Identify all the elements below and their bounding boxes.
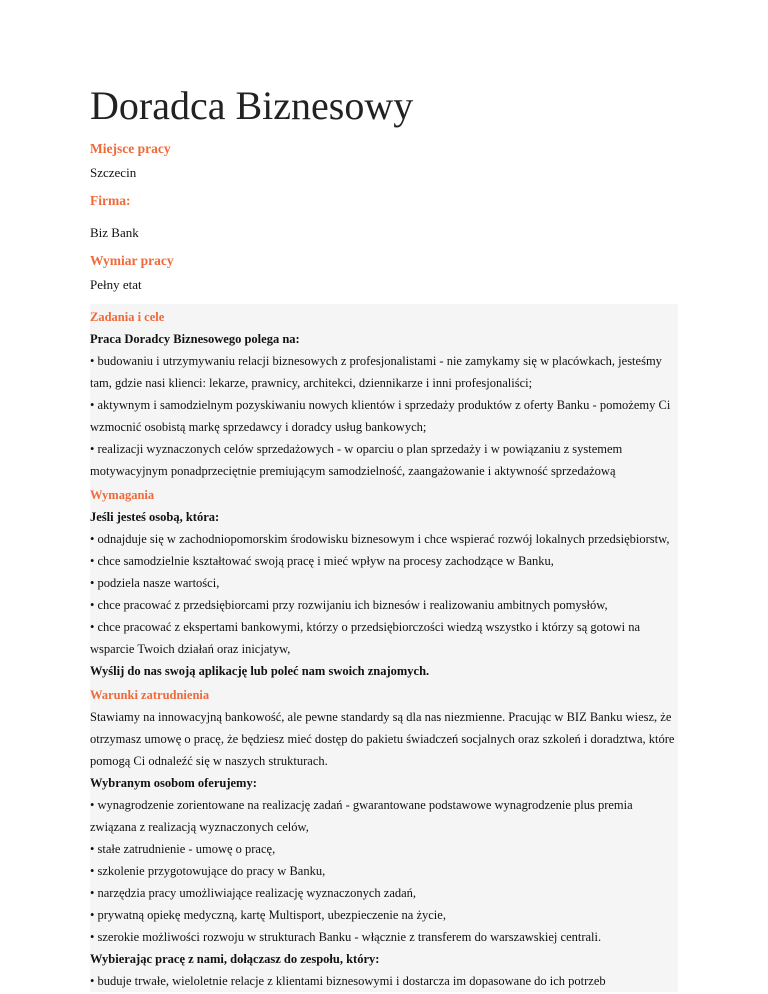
section-intro: Jeśli jesteś osobą, która: [90,510,220,524]
list-item: • aktywnym i samodzielnym pozyskiwaniu nowych klientów i sprzedaży produktów z oferty Banku - pomożemy Ci wzmocnić osobistą markę sprzedawcy i doradcy usług bankowych; [90,398,671,434]
meta-value: Pełny etat [90,277,142,292]
list-item: • chce pracować z przedsiębiorcami przy rozwijaniu ich biznesów i realizowaniu ambitnych pomysłów, [90,598,608,612]
meta-label: Wymiar pracy [90,253,174,268]
list-item: • chce samodzielnie kształtować swoją pracę i mieć wpływ na procesy zachodzące w Banku, [90,554,554,568]
section-outro: Wyślij do nas swoją aplikację lub poleć nam swoich znajomych. [90,664,430,678]
meta-value: Szczecin [90,165,137,180]
list-item: • realizacji wyznaczonych celów sprzedażowych - w oparciu o plan sprzedaży i w powiązaniu z systemem motywacyjnym ponadprzeciętnie premiującym samodzielność, zaangażowanie i aktywność sprzedażową [90,442,623,478]
section-conditions [90,682,678,992]
list-item: • odnajduje się w zachodniopomorskim środowisku biznesowym i chce wspierać rozwój lokalnych przedsiębiorstw, [90,532,670,546]
list-item: • szerokie możliwości rozwoju w strukturach Banku - włącznie z transferem do warszawskiej centrali. [90,930,602,944]
job-posting [90,82,680,992]
section-intro: Praca Doradcy Biznesowego polega na: [90,332,300,346]
section-intro: Stawiamy na innowacyjną bankowość, ale pewne standardy są dla nas niezmienne. Pracując w BIZ Banku wiesz, że otrzymasz umowę o pracę, że będziesz mieć dostęp do pakietu świadczeń socjalnych oraz szkoleń i doradztwa, które pomogą Ci odnaleźć się w naszych strukturach. [90,710,675,768]
section-title: Warunki zatrudnienia [90,688,210,702]
list-item: • narzędzia pracy umożliwiające realizację wyznaczonych zadań, [90,886,417,900]
meta-label: Firma: [90,193,131,208]
page-title: Doradca Biznesowy [90,83,414,128]
list-item: • wynagrodzenie zorientowane na realizację zadań - gwarantowane podstawowe wynagrodzenie plus premia związana z realizacją wyznaczonych celów, [90,798,633,834]
meta-worktime [90,252,680,294]
list-item: • stałe zatrudnienie - umowę o pracę, [90,842,276,856]
list-item: • prywatną opiekę medyczną, kartę Multisport, ubezpieczenie na życie, [90,908,446,922]
list-item: • budowaniu i utrzymywaniu relacji biznesowych z profesjonalistami - nie zamykamy się w placówkach, jesteśmy tam, gdzie nasi klienci: lekarze, prawnicy, architekci, dziennikarze i inni profesjonaliści; [90,354,662,390]
meta-label: Miejsce pracy [90,141,171,156]
section-title: Zadania i cele [90,310,165,324]
list-item: • chce pracować z ekspertami bankowymi, którzy o przedsiębiorczości wiedzą wszystko i którzy są gotowi na wsparcie Twoich działań oraz inicjatyw, [90,620,641,656]
meta-value: Biz Bank [90,225,139,240]
team-heading: Wybierając pracę z nami, dołączasz do zespołu, który: [90,952,380,966]
meta-company [90,192,680,242]
offer-heading: Wybranym osobom oferujemy: [90,776,257,790]
section-tasks [90,304,678,482]
list-item: • buduje trwałe, wieloletnie relacje z klientami biznesowymi i dostarcza im dopasowane do ich potrzeb [90,974,606,988]
meta-location [90,140,680,182]
section-requirements [90,482,678,682]
list-item: • szkolenie przygotowujące do pracy w Banku, [90,864,326,878]
list-item: • podziela nasze wartości, [90,576,220,590]
section-title: Wymagania [90,488,155,502]
